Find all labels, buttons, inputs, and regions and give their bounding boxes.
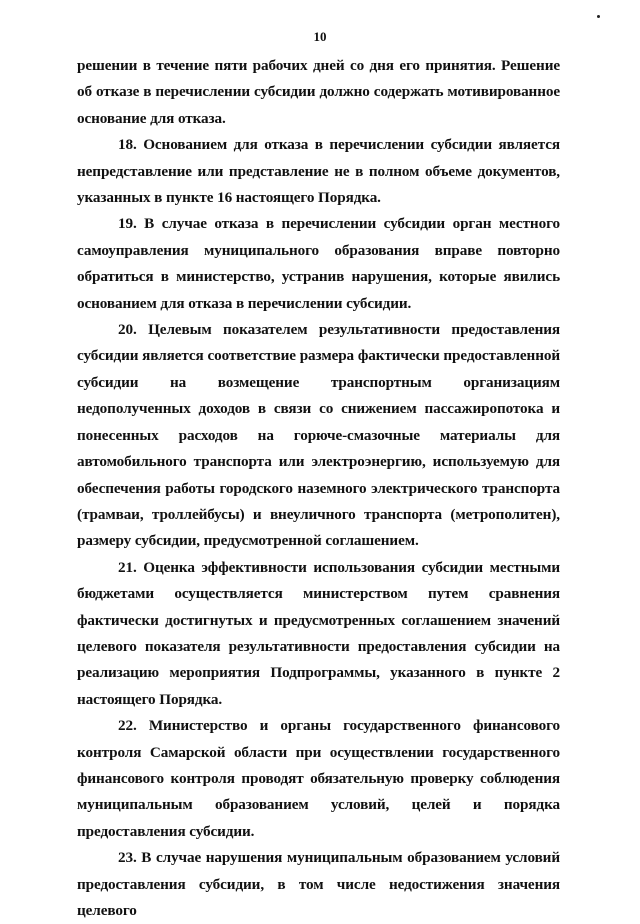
scan-dot-mark	[597, 15, 600, 18]
paragraph-continuation: решении в течение пяти рабочих дней со дня его принятия. Решение об отказе в перечислении субсидии должно содержать мотивированное основание для отказа.	[77, 57, 560, 127]
paragraph-23: 23. В случае нарушения муниципальным образованием условий предоставления субсидии, в том числе недостижения значения целевого	[77, 849, 560, 919]
paragraph-19: 19. В случае отказа в перечислении субсидии орган местного самоуправления муниципального образования вправе повторно обратиться в министерство, устранив нарушения, которые явились основанием для отказа в перечислении субсидии.	[77, 215, 560, 312]
paragraph-18: 18. Основанием для отказа в перечислении субсидии является непредставление или представление не в полном объеме документов, указанных в пункте 16 настоящего Порядка.	[77, 136, 560, 207]
page-number: 10	[313, 29, 327, 44]
document-body	[77, 53, 560, 924]
paragraph-20: 20. Целевым показателем результативности предоставления субсидии является соответствие размера фактически предоставленной субсидии на возмещение транспортным организациям недополученных доходов в связи со снижением пассажиропотока и понесенных расходов на горюче-смазочные материалы для автомобильного транспорта или электроэнергию, используемую для обеспечения работы городского наземного электрического транспорта (трамваи, троллейбусы) и внеуличного транспорта (метрополитен), размеру субсидии, предусмотренной соглашением.	[77, 321, 560, 550]
paragraph-22: 22. Министерство и органы государственного финансового контроля Самарской области при осуществлении государственного финансового контроля проводят обязательную проверку соблюдения муниципальным образованием условий, целей и порядка предоставления субсидии.	[77, 717, 560, 840]
paragraph-21: 21. Оценка эффективности использования субсидии местными бюджетами осуществляется министерством путем сравнения фактически достигнутых и предусмотренных соглашением значений целевого показателя результативности предоставления субсидии на реализацию мероприятия Подпрограммы, указанного в пункте 2 настоящего Порядка.	[77, 558, 560, 708]
